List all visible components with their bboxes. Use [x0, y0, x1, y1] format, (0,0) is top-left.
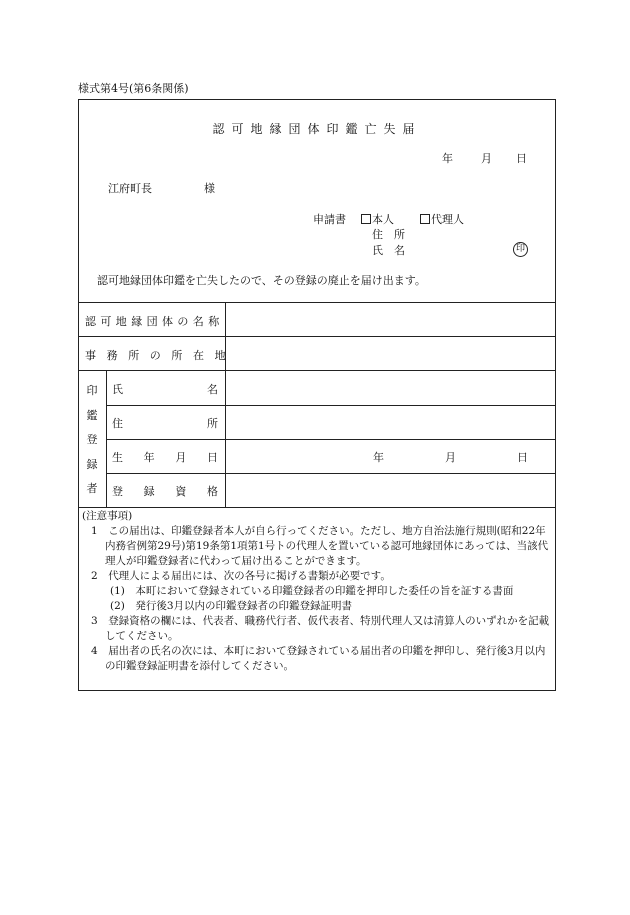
- form-title: 認可地縁団体印鑑亡失届: [212, 122, 422, 136]
- note-item: 1 この届出は、印鑑登録者本人が自ら行ってください。ただし、地方自治法施行規則(昭和22年内務省例第29号)第19条第1項第1号トの代理人を置いている認可地縁団体にあっては、当該代理人が印鑑登録者に代わって届け出ることができます。: [91, 525, 549, 567]
- date-year-label: 年: [442, 152, 453, 165]
- notes-heading: (注意事項): [82, 510, 133, 522]
- applicant-label: 申請書: [313, 213, 346, 226]
- registrant-char: 鑑: [86, 408, 98, 422]
- office-address-label: 事務所の所在地: [85, 349, 237, 362]
- notes-section: [82, 509, 552, 674]
- registrant-char: 録: [86, 457, 98, 471]
- note-subitem: (2) 発行後3月以内の印鑑登録者の印鑑登録証明書: [110, 600, 353, 612]
- note-item: 2 代理人による届出には、次の各号に掲げる書類が必要です。: [91, 570, 391, 582]
- birth-year-unit: 年: [373, 451, 384, 464]
- row-divider: [79, 370, 555, 371]
- row-divider: [106, 439, 555, 440]
- seal-icon: 印: [513, 242, 528, 257]
- recipient-name: 江府町長: [108, 182, 152, 195]
- registrant-char: 登: [86, 433, 98, 446]
- option-self[interactable]: 本人: [361, 211, 394, 227]
- row-label-birthdate: 生 年 月 日: [112, 451, 218, 464]
- recipient-suffix: 様: [204, 182, 215, 195]
- proxy-checkbox[interactable]: [420, 214, 430, 224]
- applicant-name-label: 氏 名: [372, 244, 405, 257]
- note-subitem: (1) 本町において登録されている印鑑登録者の印鑑を押印した委任の旨を証する書面: [110, 585, 514, 597]
- registrant-group-label: [85, 382, 99, 496]
- self-checkbox[interactable]: [361, 214, 371, 224]
- date-day-label: 日: [516, 152, 527, 165]
- column-divider: [225, 302, 226, 507]
- registrant-char: 印: [86, 384, 98, 397]
- registrant-char: 者: [86, 482, 98, 495]
- note-item: 4 届出者の氏名の次には、本町において登録されている届出者の印鑑を押印し、発行後3月以内の印鑑登録証明書を添付してください。: [91, 645, 546, 672]
- table-top-line: [79, 302, 555, 303]
- row-divider: [79, 336, 555, 337]
- statement: 認可地縁団体印鑑を亡失したので、その登録の廃止を届け出ます。: [97, 274, 426, 287]
- birth-day-unit: 日: [517, 451, 528, 464]
- row-label-qualification: 登 録 資 格: [112, 485, 218, 498]
- date-month-label: 月: [481, 152, 492, 165]
- applicant-address-label: 住 所: [372, 228, 405, 241]
- birth-month-unit: 月: [445, 451, 456, 464]
- form-number: 様式第4号(第6条関係): [78, 82, 189, 95]
- option-proxy[interactable]: 代理人: [420, 211, 464, 227]
- row-divider: [106, 405, 555, 406]
- group-divider: [106, 370, 107, 507]
- registration-form: [78, 99, 556, 691]
- note-item: 3 登録資格の欄には、代表者、職務代行者、仮代表者、特別代理人又は清算人のいずれかを記載してください。: [91, 615, 550, 642]
- row-label-name: 氏 名: [112, 383, 218, 396]
- table-bottom-line: [79, 507, 555, 508]
- row-divider: [106, 473, 555, 474]
- org-name-label: 認可地縁団体の名称: [85, 315, 224, 328]
- row-label-address: 住 所: [112, 417, 218, 430]
